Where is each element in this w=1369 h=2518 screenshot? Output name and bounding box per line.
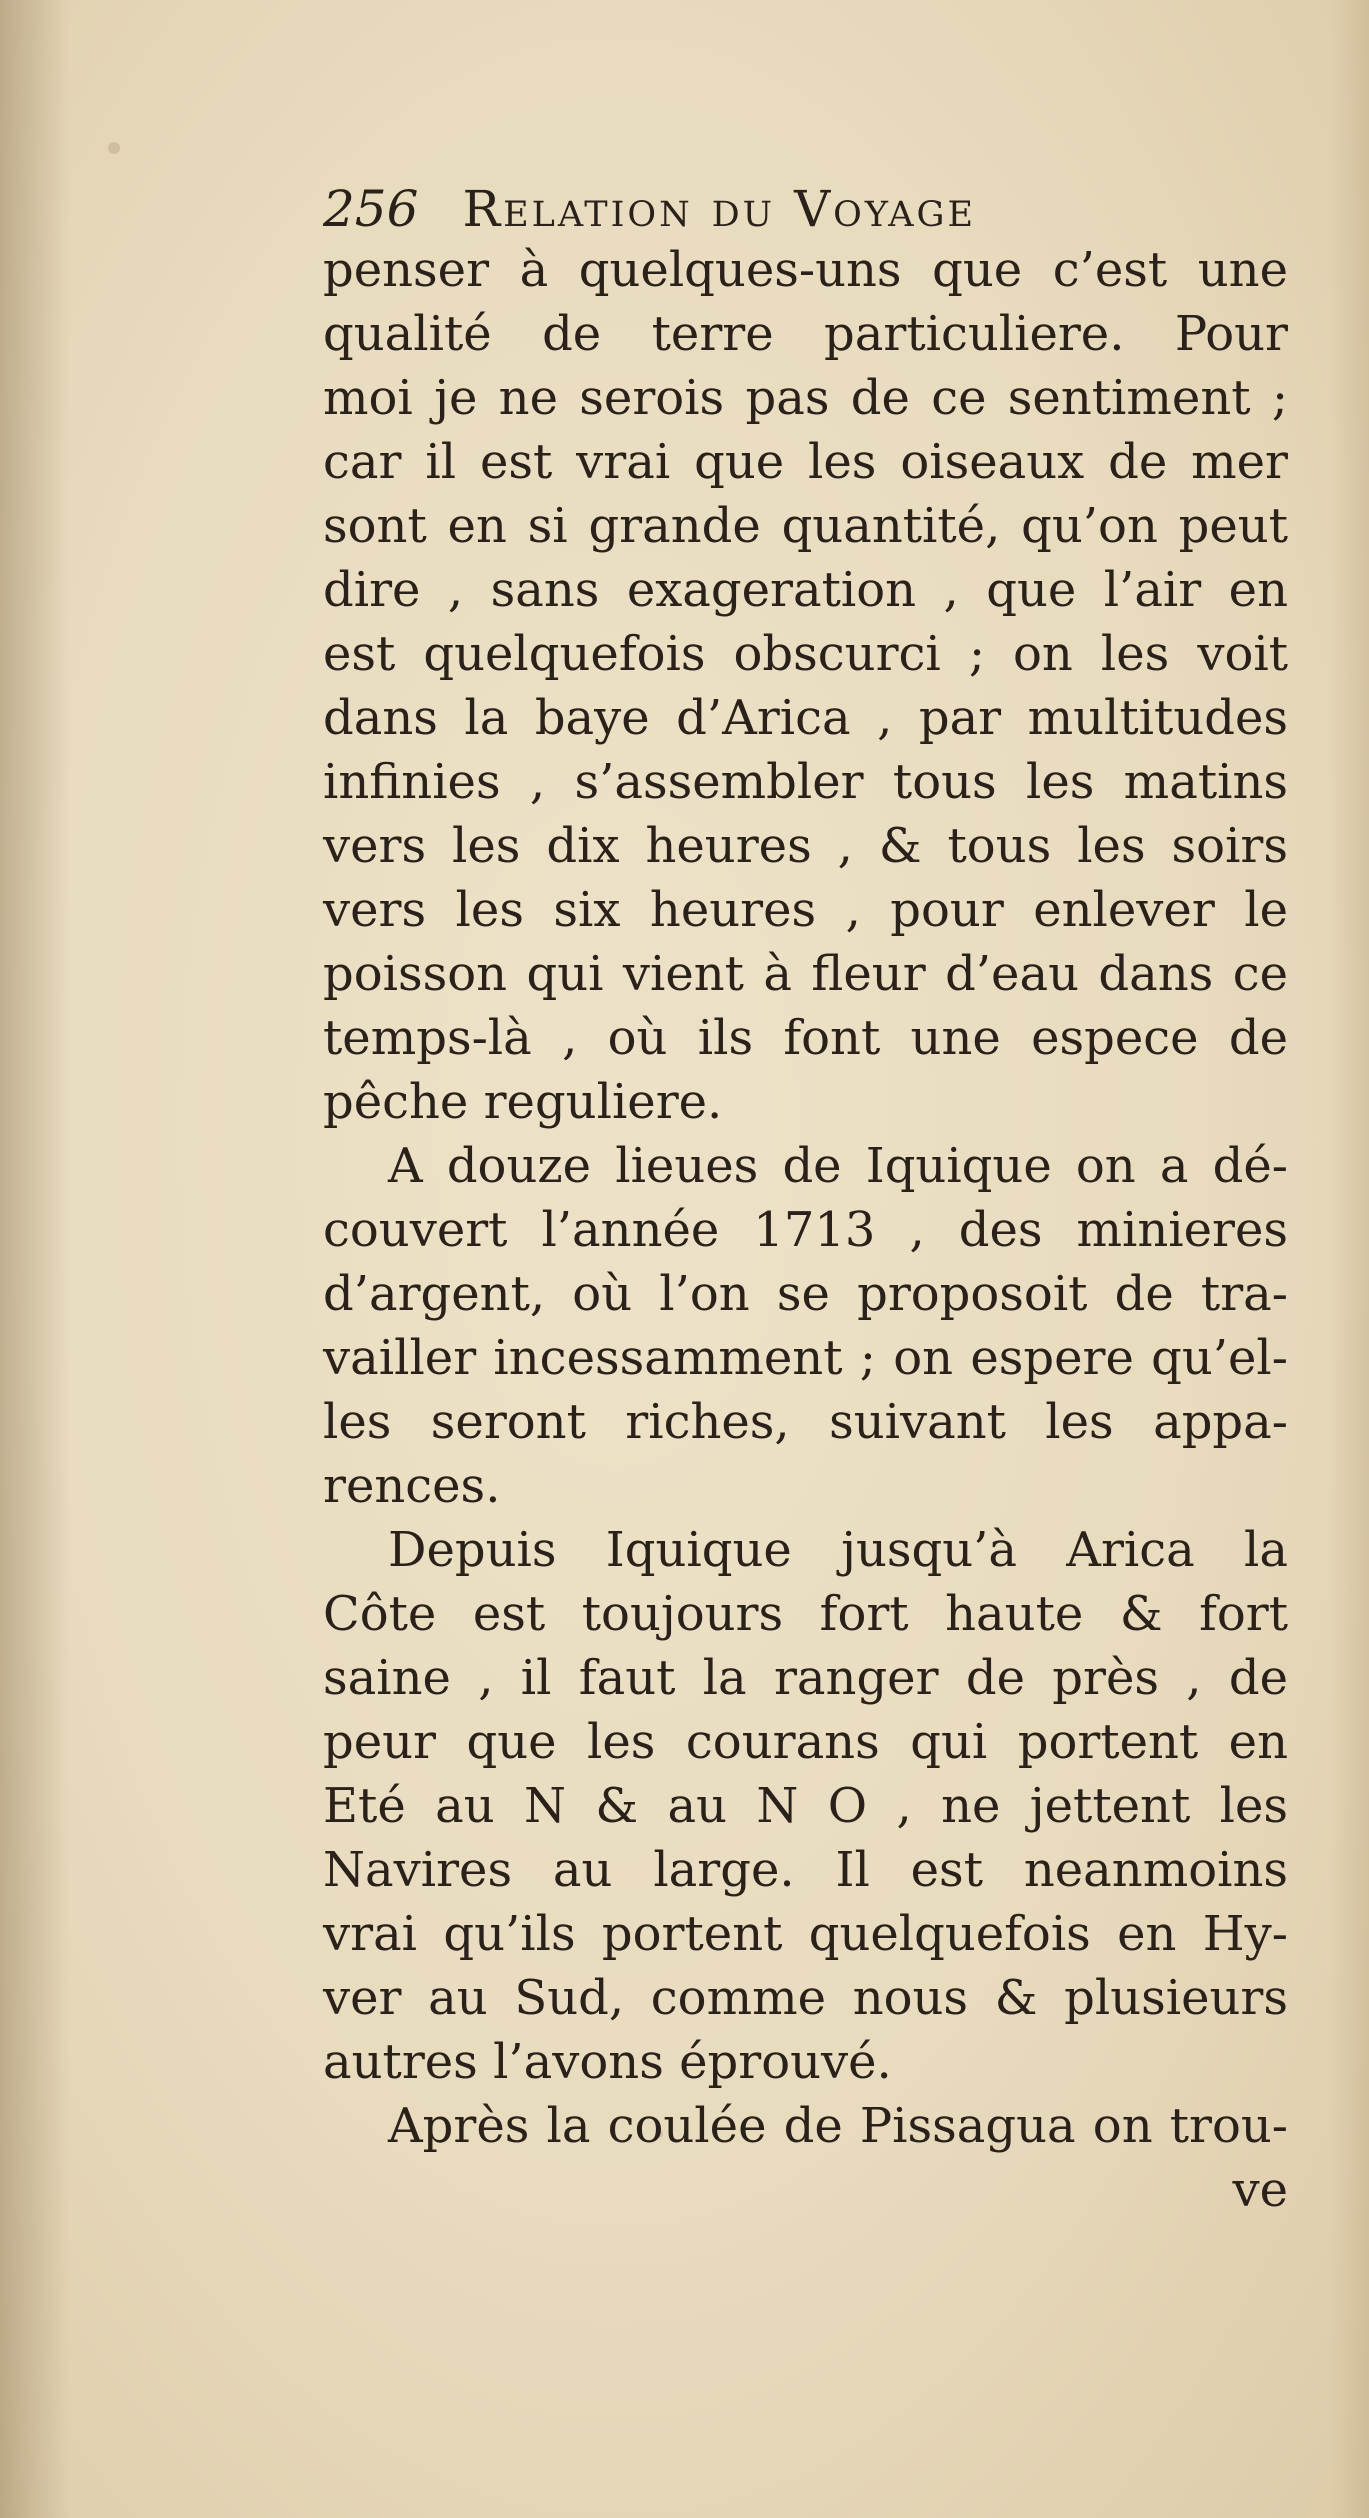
text-line: peur que les courans qui portent en bbox=[323, 1714, 1288, 1770]
paper-spot bbox=[108, 142, 120, 154]
text-line: infinies , s’assembler tous les matins bbox=[323, 754, 1288, 810]
text-line: vrai qu’ils portent quelquefois en Hy- bbox=[323, 1906, 1288, 1962]
text-line: rences. bbox=[323, 1458, 501, 1514]
text-line: temps-là , où ils font une espece de bbox=[323, 1010, 1288, 1066]
text-line: autres l’avons éprouvé. bbox=[323, 2034, 892, 2090]
text-block bbox=[323, 180, 1288, 2222]
text-line: poisson qui vient à fleur d’eau dans ce bbox=[323, 946, 1288, 1002]
text-line: Côte est toujours fort haute & fort bbox=[323, 1586, 1288, 1642]
text-line: dire , sans exageration , que l’air en bbox=[323, 562, 1288, 618]
text-line: vers les dix heures , & tous les soirs bbox=[323, 818, 1288, 874]
gutter-shadow bbox=[0, 0, 70, 2518]
paragraph bbox=[323, 1134, 1288, 1518]
text-line: d’argent, où l’on se proposoit de tra- bbox=[323, 1266, 1288, 1322]
text-line: Navires au large. Il est neanmoins bbox=[323, 1842, 1288, 1898]
text-line: vailler incessamment ; on espere qu’el- bbox=[323, 1330, 1288, 1386]
running-head bbox=[323, 180, 1288, 238]
text-line: penser à quelques-uns que c’est une bbox=[323, 242, 1288, 298]
text-line: moi je ne serois pas de ce sentiment ; bbox=[323, 370, 1288, 426]
text-line: sont en si grande quantité, qu’on peut bbox=[323, 498, 1288, 554]
paragraph bbox=[323, 238, 1288, 1134]
text-line: couvert l’année 1713 , des minieres bbox=[323, 1202, 1288, 1258]
text-line: ver au Sud, comme nous & plusieurs bbox=[323, 1970, 1288, 2026]
text-line: car il est vrai que les oiseaux de mer bbox=[323, 434, 1288, 490]
text-line: est quelquefois obscurci ; on les voit bbox=[323, 626, 1288, 682]
page-edge-shadow bbox=[1329, 0, 1369, 2518]
running-title: Relation du Voyage bbox=[462, 180, 977, 238]
text-line: qualité de terre particuliere. Pour bbox=[323, 306, 1288, 362]
text-line: A douze lieues de Iquique on a dé- bbox=[388, 1138, 1288, 1194]
text-line: Depuis Iquique jusqu’à Arica la bbox=[388, 1522, 1288, 1578]
catchword: ve bbox=[1232, 2162, 1288, 2218]
text-line: les seront riches, suivant les appa- bbox=[323, 1394, 1288, 1450]
text-line: saine , il faut la ranger de près , de bbox=[323, 1650, 1288, 1706]
text-line: vers les six heures , pour enlever le bbox=[323, 882, 1288, 938]
text-line: Après la coulée de Pissagua on trou- bbox=[388, 2098, 1288, 2154]
text-line: Eté au N & au N O , ne jettent les bbox=[323, 1778, 1288, 1834]
text-line: dans la baye d’Arica , par multitudes bbox=[323, 690, 1288, 746]
paragraph bbox=[323, 1518, 1288, 2094]
paragraph bbox=[323, 2094, 1288, 2158]
text-line: pêche reguliere. bbox=[323, 1074, 723, 1130]
page-number: 256 bbox=[323, 180, 419, 238]
